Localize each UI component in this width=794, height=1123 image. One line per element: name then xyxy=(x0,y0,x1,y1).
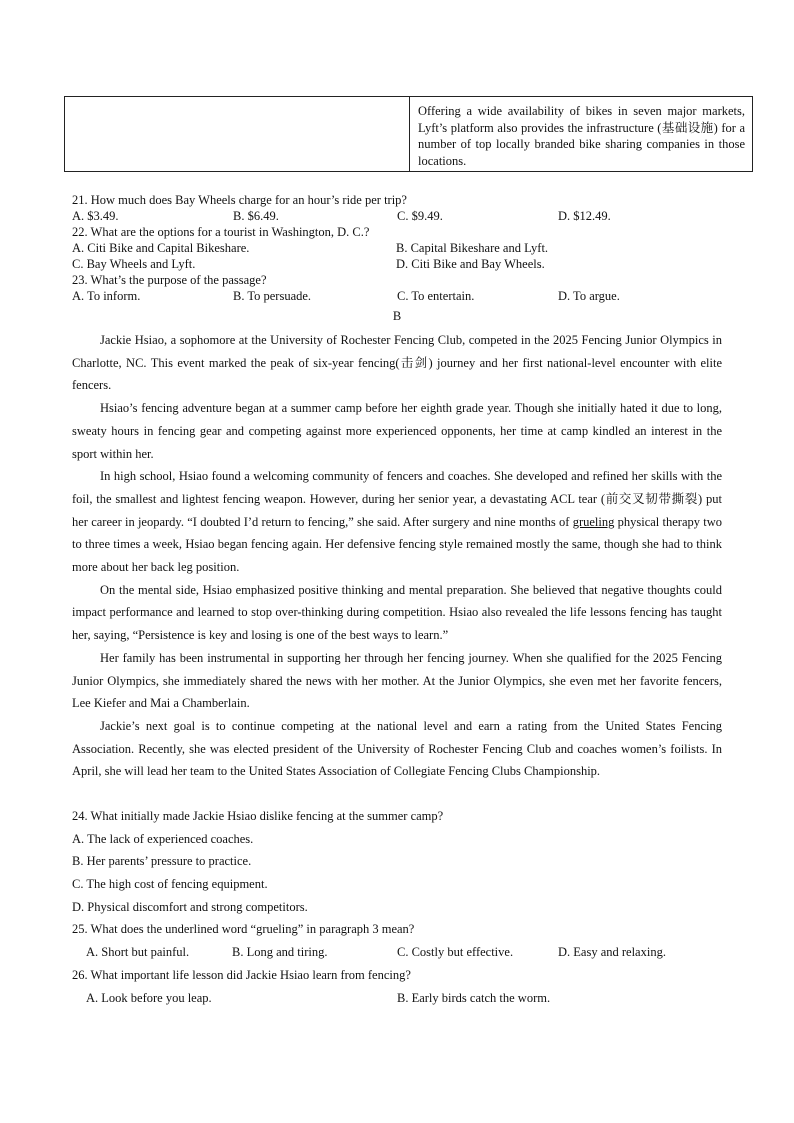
option-b: B. Her parents’ pressure to practice. xyxy=(72,854,252,869)
question-24-stem: 24. What initially made Jackie Hsiao dislike fencing at the summer camp? xyxy=(72,809,444,823)
section-label: B xyxy=(392,309,402,323)
questions-b xyxy=(72,805,722,1009)
paragraph-3 xyxy=(72,465,722,579)
paragraph-6: Jackie’s next goal is to continue competing at the national level and earn a rating from the United States Fencing Association. Recently, she was elected president of the University of Rochester Fencing Club and coaches women’s foilists. In April, she will lead her team to the United States Association of Collegiate Fencing Clubs Championship. xyxy=(72,718,722,779)
option-c: C. Costly but effective. xyxy=(397,945,514,960)
options-row xyxy=(72,240,732,256)
option-b: B. Capital Bikeshare and Lyft. xyxy=(396,241,549,255)
option-d: D. Citi Bike and Bay Wheels. xyxy=(396,257,545,271)
paragraph-2: Hsiao’s fencing adventure began at a summer camp before her eighth grade year. Though she initially hated it due to long, sweaty hours in fencing gear and competing against more experienced opponents, her time at camp kindled an interest in the sport within her. xyxy=(72,401,722,461)
paragraph-1: Jackie Hsiao, a sophomore at the University of Rochester Fencing Club, competed in the 2025 Fencing Junior Olympics in Charlotte, NC. This event marked the peak of six-year fencing(击剑) journey and her first national-level encounter with elite fencers. xyxy=(72,333,722,393)
option-c: C. The high cost of fencing equipment. xyxy=(72,877,268,892)
question-stem: 21. How much does Bay Wheels charge for an hour’s ride per trip? xyxy=(72,193,407,207)
table-cell-lyft: Offering a wide availability of bikes in seven major markets, Lyft’s platform also provides the infrastructure (基础设施) for a number of top locally branded bike sharing companies in those locations. xyxy=(418,104,745,168)
option-a: A. Short but painful. xyxy=(86,945,190,960)
option-b: B. To persuade. xyxy=(233,289,312,303)
question-26-stem: 26. What important life lesson did Jackie Hsiao learn from fencing? xyxy=(72,967,411,982)
passage-b xyxy=(72,329,722,783)
options-row xyxy=(72,941,722,964)
option-c: C. To entertain. xyxy=(397,289,475,303)
question-stem: 23. What’s the purpose of the passage? xyxy=(72,273,267,287)
paragraph-3-text-a: In high school, Hsiao found a welcoming community of fencers and coaches. She developed and refined her skills with the foil, the smallest and lightest fencing weapon. However, during her senior year, a devastating ACL tear (前交叉韧带撕裂) put her career in jeopardy. “I doubted I’d return to fencing,” she said. After surgery and nine months of xyxy=(72,469,722,529)
question-23 xyxy=(72,272,732,304)
option-d: D. Easy and relaxing. xyxy=(558,945,666,960)
option-d: D. $12.49. xyxy=(558,209,611,223)
option-c: C. $9.49. xyxy=(397,209,443,223)
option-a: A. To inform. xyxy=(72,289,141,303)
paragraph-3-text-b: physical therapy two to three times a week, Hsiao began fencing again. Her defensive fencing style remained mostly the same, though she had to think more about her back leg position. xyxy=(72,514,722,575)
question-25-stem: 25. What does the underlined word “grueling” in paragraph 3 mean? xyxy=(72,922,415,937)
options-row xyxy=(72,987,722,1010)
option-b: B. Long and tiring. xyxy=(232,945,328,960)
options-row xyxy=(72,256,732,272)
option-a: A. Citi Bike and Capital Bikeshare. xyxy=(72,241,250,255)
option-d: D. To argue. xyxy=(558,289,620,303)
option-a: A. The lack of experienced coaches. xyxy=(72,831,254,846)
option-b: B. Early birds catch the worm. xyxy=(397,990,551,1005)
option-b: B. $6.49. xyxy=(233,209,279,223)
option-a: A. $3.49. xyxy=(72,209,119,223)
question-22 xyxy=(72,224,732,272)
question-stem: 22. What are the options for a tourist in Washington, D. C.? xyxy=(72,225,370,239)
option-c: C. Bay Wheels and Lyft. xyxy=(72,257,196,271)
table-cell-empty xyxy=(65,97,410,171)
paragraph-4: On the mental side, Hsiao emphasized positive thinking and mental preparation. She believed that negative thoughts could impact performance and learned to stop over-thinking during competition. Hsiao also revealed the life lessons fencing has taught her, saying, “Persistence is key and losing is one of the best ways to learn.” xyxy=(72,582,722,643)
info-table xyxy=(64,96,753,172)
option-d: D. Physical discomfort and strong competitors. xyxy=(72,899,308,914)
question-21 xyxy=(72,192,732,224)
paragraph-5: Her family has been instrumental in supporting her through her fencing journey. When she qualified for the 2025 Fencing Junior Olympics, she immediately shared the news with her mother. At the Junior Olympics, she even met her favorite fencers, Lee Kiefer and Mai a Chamberlain. xyxy=(72,650,722,711)
underlined-word: grueling xyxy=(572,514,615,529)
options-row xyxy=(72,208,732,224)
options-row xyxy=(72,288,732,304)
option-a: A. Look before you leap. xyxy=(86,990,212,1005)
